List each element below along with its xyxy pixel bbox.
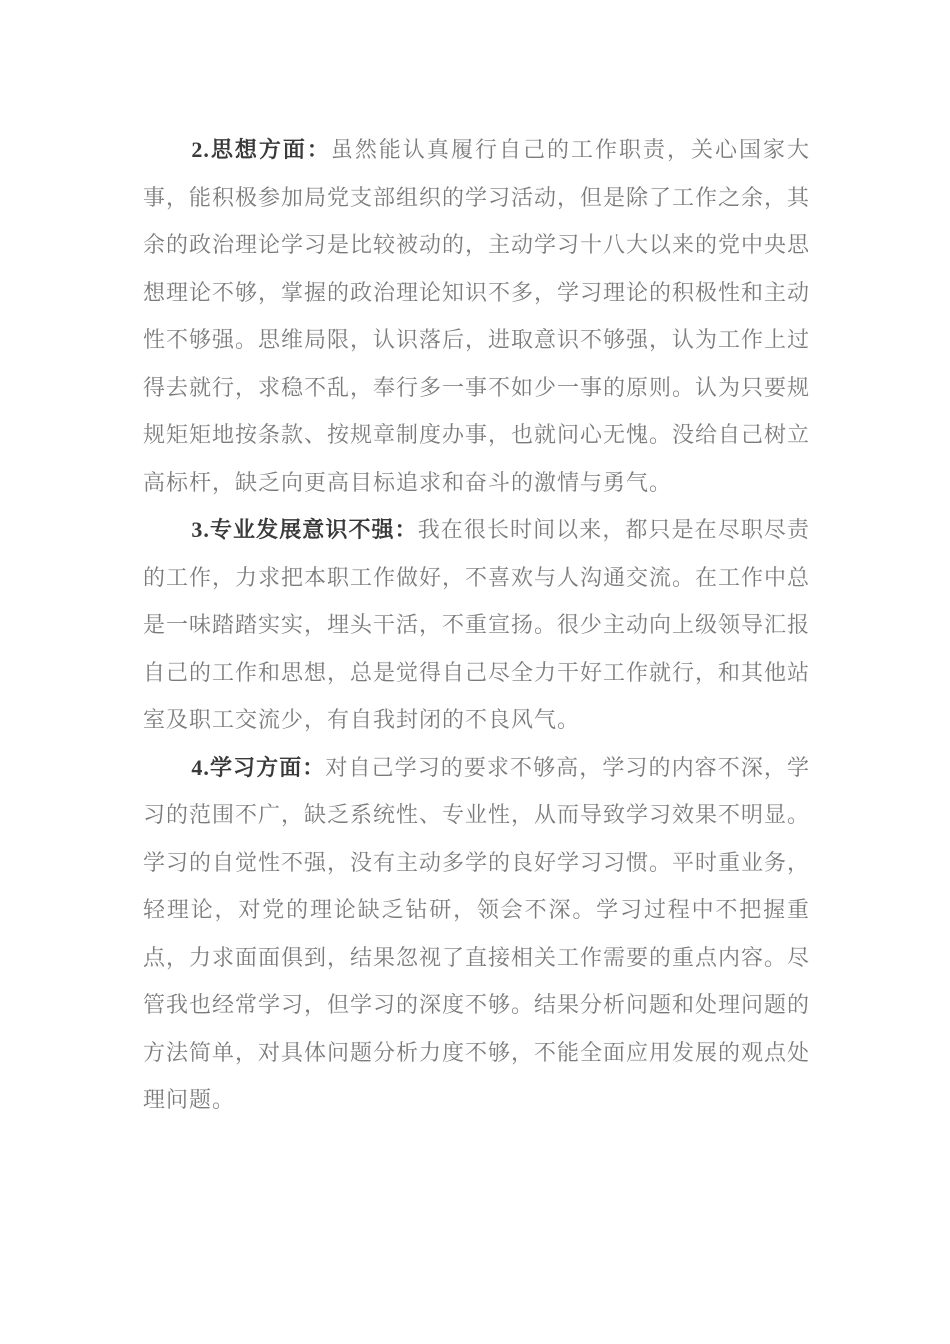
paragraph-body: 对自己学习的要求不够高，学习的内容不深，学习的范围不广，缺乏系统性、专业性，从而导致学习效果不明显。学习的自觉性不强，没有主动多学的良好学习习惯。平时重业务，轻理论，对党的理论缺乏钻研，领会不深。学习过程中不把握重点，力求面面俱到，结果忽视了直接相关工作需要的重点内容。尽管我也经常学习，但学习的深度不够。结果分析问题和处理问题的方法简单，对具体问题分析力度不够，不能全面应用发展的观点处理问题。 — [143, 754, 811, 1112]
paragraph-lead: 4.学习方面： — [191, 754, 326, 780]
paragraph-study-aspect — [143, 744, 810, 1124]
paragraph-lead: 2.思想方面： — [191, 137, 331, 162]
paragraph-professional-development — [143, 506, 810, 744]
paragraph-thought-aspect — [143, 126, 810, 506]
paragraph-body: 虽然能认真履行自己的工作职责，关心国家大事，能积极参加局党支部组织的学习活动，但是除了工作之余，其余的政治理论学习是比较被动的，主动学习十八大以来的党中央思想理论不够，掌握的政治理论知识不多，学习理论的积极性和主动性不够强。思维局限，认识落后，进取意识不够强，认为工作上过得去就行，求稳不乱，奉行多一事不如少一事的原则。认为只要规规矩矩地按条款、按规章制度办事，也就问心无愧。没给自己树立高标杆，缺乏向更高目标追求和奋斗的激情与勇气。 — [143, 137, 811, 495]
paragraph-lead: 3.专业发展意识不强： — [191, 517, 418, 542]
paragraph-body: 我在很长时间以来，都只是在尽职尽责的工作，力求把本职工作做好，不喜欢与人沟通交流。在工作中总是一味踏踏实实，埋头干活，不重宣扬。很少主动向上级领导汇报自己的工作和思想，总是觉得自己尽全力干好工作就行，和其他站室及职工交流少，有自我封闭的不良风气。 — [143, 517, 811, 732]
document-text-block — [143, 126, 810, 1124]
